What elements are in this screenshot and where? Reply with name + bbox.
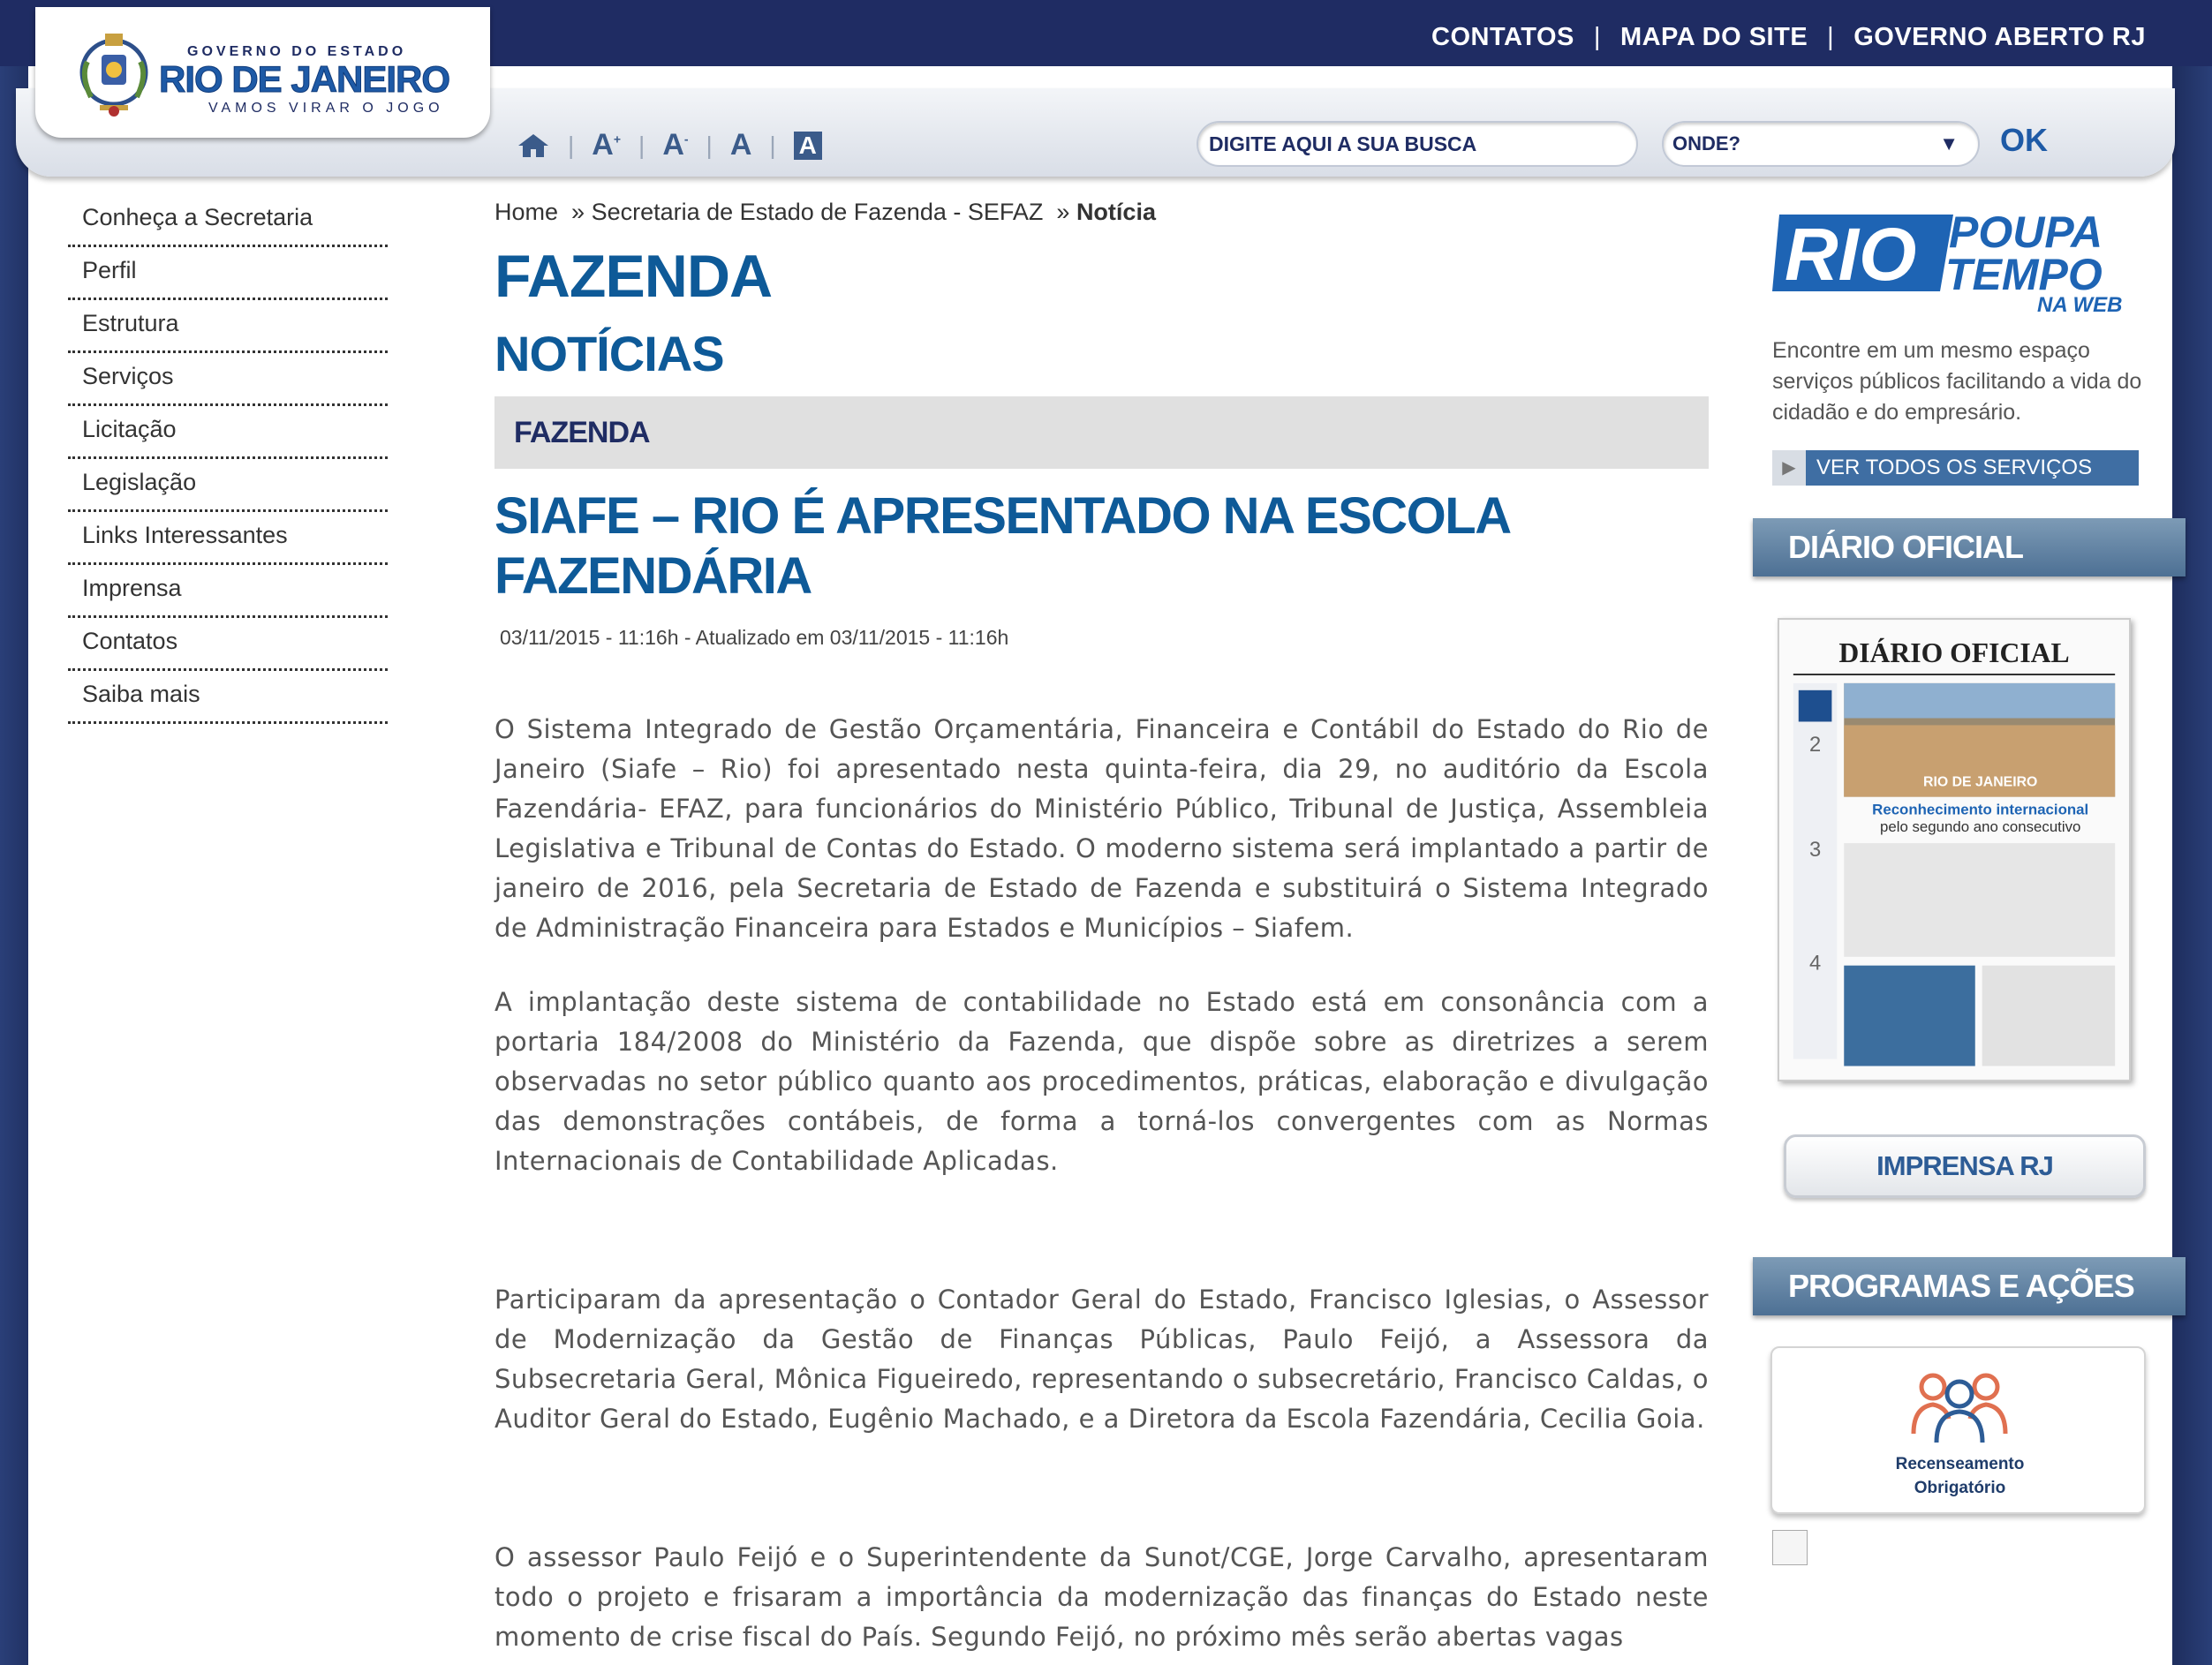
where-select-value: ONDE? <box>1672 132 1740 154</box>
sidebar-item-legislacao[interactable]: Legislação <box>68 459 388 512</box>
recenseamento-banner[interactable] <box>1770 1346 2146 1514</box>
breadcrumb-separator: » <box>1056 199 1070 225</box>
tool-divider: | <box>638 131 645 159</box>
diario-photo-caption: RIO DE JANEIRO <box>1923 774 2038 790</box>
recenseamento-line2: Obrigatório <box>1914 1479 2006 1497</box>
search-ok-button[interactable]: OK <box>2000 122 2048 158</box>
logo[interactable] <box>35 7 490 138</box>
top-links <box>1431 23 2146 52</box>
breadcrumb-home[interactable]: Home <box>494 199 559 225</box>
poupa-poupa-text: POUPA <box>1949 207 2103 257</box>
svg-text:3: 3 <box>1808 837 1822 862</box>
programas-acoes-header: PROGRAMAS E AÇÕES <box>1753 1257 2186 1315</box>
top-link-separator: | <box>1593 23 1601 51</box>
main-content <box>494 199 1709 1657</box>
logo-line-slogan: VAMOS VIRAR O JOGO <box>208 101 444 116</box>
svg-text:2: 2 <box>1808 733 1822 757</box>
top-link-mapa-do-site[interactable]: MAPA DO SITE <box>1619 23 1808 51</box>
sidebar-item-links[interactable]: Links Interessantes <box>68 512 388 565</box>
breadcrumb-sefaz[interactable]: Secretaria de Estado de Fazenda - SEFAZ <box>591 199 1044 225</box>
poupa-rio-text: RIO <box>1785 213 1917 296</box>
diario-oficial-cover[interactable] <box>1778 618 2131 1081</box>
sidebar-nav <box>68 194 388 724</box>
diario-headline-1: Reconhecimento internacional <box>1872 801 2089 818</box>
imprensa-rj-button[interactable]: IMPRENSA RJ <box>1784 1134 2146 1198</box>
search-input[interactable]: DIGITE AQUI A SUA BUSCA <box>1197 121 1638 167</box>
rio-poupa-tempo-logo[interactable] <box>1772 207 2134 318</box>
top-link-separator: | <box>1827 23 1835 51</box>
article-paragraph: A implantação deste sistema de contabilidade no Estado está em consonância com a portaria 184/2008 do Ministério da Fazenda, que dispõe sobre as diretrizes a serem observadas no setor público quanto aos procedimentos, práticas, elaboração e divulgação das demonstrações contábeis, de forma a torná-los convergentes com as Normas Internacionais de Contabilidade Aplicadas. <box>494 987 1709 1176</box>
font-normal-button[interactable]: A <box>729 128 752 162</box>
recenseamento-line1: Recenseamento <box>1895 1455 2025 1473</box>
poupa-tempo-text: TEMPO <box>1945 250 2103 299</box>
sidebar-item-licitacao[interactable]: Licitação <box>68 406 388 459</box>
sidebar-item-perfil[interactable]: Perfil <box>68 247 388 300</box>
recenseamento-label <box>1772 1452 2148 1500</box>
logo-line-governo: GOVERNO DO ESTADO <box>187 44 407 59</box>
svg-text:4: 4 <box>1808 951 1822 976</box>
article-paragraph: Participaram da apresentação o Contador Geral do Estado, Francisco Iglesias, o Assessor de Modernização da Gestão de Finanças Públicas, Paulo Feijó, a Assessora da Subsecretaria Geral, Mônica Figueiredo, representando o subsecretário, Francisco Caldas, o Auditor Geral do Estado, Eugênio Machado, e a Diretora da Escola Fazendária, Cecilia Goia. <box>494 1285 1709 1434</box>
article-title: SIAFE – RIO É APRESENTADO NA ESCOLA FAZENDÁRIA <box>494 487 1509 605</box>
article-paragraph: O Sistema Integrado de Gestão Orçamentária, Financeira e Contábil do Estado do Rio de Janeiro (Siafe – Rio) foi apresentado nesta quinta-feira, dia 29, no auditório da Escola Fazendária- EFAZ, para funcionários do Ministério Público, Tribunal de Justiça, Assembleia Legislativa e Tribunal de Contas do Estado. O moderno sistema será implantado a partir de janeiro de 2016, pela Secretaria de Estado de Fazenda e substituirá o Sistema Integrado de Administração Financeira para Estados e Municípios – Siafem. <box>494 714 1709 943</box>
home-icon[interactable] <box>517 132 550 159</box>
ver-todos-servicos-button[interactable] <box>1772 450 2139 486</box>
sidebar-item-imprensa[interactable]: Imprensa <box>68 565 388 618</box>
ver-todos-label: VER TODOS OS SERVIÇOS <box>1816 456 2093 479</box>
people-group-icon <box>1898 1367 2021 1451</box>
chevron-down-icon: ▼ <box>1939 132 1959 154</box>
page-title: FAZENDA <box>494 243 773 310</box>
poupa-description: Encontre em um mesmo espaço serviços públicos facilitando a vida do cidadão e do empresário. <box>1772 338 2142 425</box>
article-date: 03/11/2015 - 11:16h - Atualizado em 03/11/2015 - 11:16h <box>500 626 1009 649</box>
play-icon: ▶ <box>1772 450 1806 486</box>
breadcrumb-current: Notícia <box>1076 199 1156 225</box>
font-decrease-button[interactable]: A- <box>662 128 689 162</box>
sidebar-item-estrutura[interactable]: Estrutura <box>68 300 388 353</box>
contrast-button[interactable]: A <box>794 132 822 160</box>
font-increase-button[interactable]: A+ <box>592 128 622 162</box>
sidebar-item-servicos[interactable]: Serviços <box>68 353 388 406</box>
diario-oficial-header: DIÁRIO OFICIAL <box>1753 518 2186 576</box>
breadcrumb <box>494 199 1709 226</box>
poupa-na-web-text: NA WEB <box>2037 293 2123 317</box>
tool-divider: | <box>769 131 776 159</box>
where-select[interactable] <box>1662 121 1980 167</box>
sidebar-item-contatos[interactable]: Contatos <box>68 618 388 671</box>
top-link-governo-aberto[interactable]: GOVERNO ABERTO RJ <box>1853 23 2146 51</box>
article-paragraph: O assessor Paulo Feijó e o Superintendente da Sunot/CGE, Jorge Carvalho, apresentaram todo o projeto e frisaram a importância da modernização das finanças do Estado neste momento de crise fiscal do País. Segundo Feijó, no próximo mês serão abertas vagas <box>494 1542 1709 1652</box>
breadcrumb-separator: » <box>571 199 585 225</box>
tool-divider: | <box>706 131 713 159</box>
coat-of-arms-icon <box>75 26 153 122</box>
diario-masthead: DIÁRIO OFICIAL <box>1838 637 2070 669</box>
top-link-contatos[interactable]: CONTATOS <box>1431 23 1574 51</box>
diario-headline-2: pelo segundo ano consecutivo <box>1880 818 2081 836</box>
accessibility-tools <box>517 128 822 162</box>
article-body <box>494 710 1709 1657</box>
logo-line-rio: RIO DE JANEIRO <box>159 58 450 100</box>
broken-image-icon <box>1772 1530 1808 1565</box>
tool-divider: | <box>568 131 575 159</box>
sidebar-item-saiba-mais[interactable]: Saiba mais <box>68 671 388 724</box>
section-subtitle: NOTÍCIAS <box>494 326 724 381</box>
category-bar: FAZENDA <box>494 396 1709 469</box>
sidebar-item-conheca[interactable]: Conheça a Secretaria <box>68 194 388 247</box>
